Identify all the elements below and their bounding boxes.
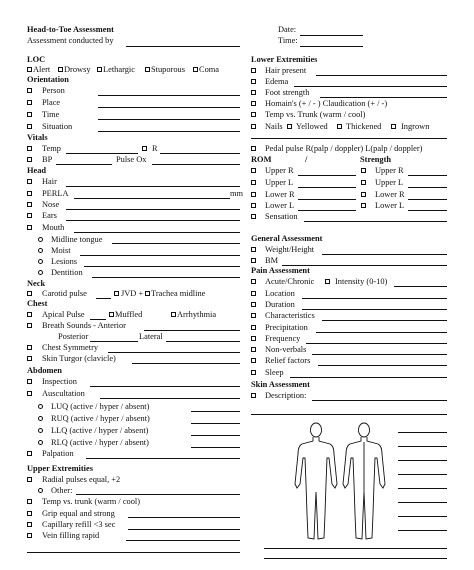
- label-upper-temp: Temp vs. trunk (warm / cool): [42, 497, 141, 506]
- rom-lower-r-line[interactable]: [298, 199, 356, 200]
- label-duration: Duration: [265, 300, 295, 309]
- checkbox-ingrown[interactable]: [391, 124, 396, 129]
- upper-heading: Upper Extremities: [27, 464, 93, 473]
- checkbox-stuporous[interactable]: [145, 67, 150, 72]
- rom-slash: /: [305, 155, 308, 164]
- duration-line[interactable]: [302, 309, 447, 310]
- vitals-heading: Vitals: [27, 133, 48, 142]
- label-time: Time: [42, 110, 60, 119]
- conducted-by-line[interactable]: [126, 46, 240, 47]
- checkbox-place[interactable]: [27, 100, 32, 105]
- time-label: Time:: [278, 36, 298, 45]
- label-situation: Situation: [42, 122, 73, 131]
- weight-line[interactable]: [322, 254, 447, 255]
- label-frequency: Frequency: [265, 334, 301, 343]
- checkbox-situation[interactable]: [27, 124, 32, 129]
- label-str-upper-l: Upper L: [375, 178, 404, 187]
- label-other: Other:: [51, 486, 73, 495]
- label-perla: PERLA: [42, 189, 69, 198]
- label-hair: Hair: [42, 177, 57, 186]
- rlq-line[interactable]: [191, 447, 240, 448]
- description-line-1[interactable]: [312, 400, 447, 401]
- checkbox-str-lower-l[interactable]: [361, 203, 366, 208]
- checkbox-edema[interactable]: [251, 79, 256, 84]
- checkbox-thickened[interactable]: [337, 124, 342, 129]
- conducted-by-label: Assessment conducted by: [27, 36, 114, 45]
- posterior-line[interactable]: [90, 341, 138, 342]
- label-person: Person: [42, 86, 65, 95]
- checkbox-precipitation[interactable]: [251, 325, 256, 330]
- checkbox-nose[interactable]: [27, 202, 32, 207]
- circle-rlq[interactable]: [38, 440, 43, 445]
- str-upper-l-line[interactable]: [408, 187, 447, 188]
- label-stuporous: Stuporous: [151, 65, 185, 74]
- circle-luq[interactable]: [38, 404, 43, 409]
- label-str-upper-r: Upper R: [375, 166, 404, 175]
- place-line[interactable]: [98, 107, 240, 108]
- label-lower-temp: Temp vs. Trunk (warm / cool): [265, 110, 366, 119]
- nose-line[interactable]: [66, 209, 240, 210]
- checkbox-foot-strength[interactable]: [251, 90, 256, 95]
- checkbox-jvd[interactable]: [114, 291, 119, 296]
- body-side-line-8[interactable]: [398, 530, 447, 531]
- label-arrhythmia: Arrhythmia: [177, 310, 217, 319]
- label-edema: Edema: [265, 77, 289, 86]
- checkbox-rom-lower-l[interactable]: [251, 203, 256, 208]
- checkbox-lethargic[interactable]: [97, 67, 102, 72]
- checkbox-yellowed[interactable]: [287, 124, 292, 129]
- body-side-line-6[interactable]: [398, 502, 447, 503]
- nonverbals-line[interactable]: [312, 354, 447, 355]
- body-side-line-4[interactable]: [398, 474, 447, 475]
- label-drowsy: Drowsy: [64, 65, 91, 74]
- checkbox-description[interactable]: [251, 393, 256, 398]
- foot-strength-line[interactable]: [320, 97, 447, 98]
- label-thickened: Thickened: [346, 122, 382, 131]
- body-side-line-7[interactable]: [398, 516, 447, 517]
- label-r: R: [152, 144, 158, 153]
- label-muffled: Muffled: [115, 310, 143, 319]
- chest-heading: Chest: [27, 299, 48, 308]
- body-side-line-5[interactable]: [398, 488, 447, 489]
- frequency-line[interactable]: [306, 343, 447, 344]
- relief-line[interactable]: [318, 365, 447, 366]
- circle-moist[interactable]: [38, 248, 43, 253]
- checkbox-acute[interactable]: [251, 279, 256, 284]
- precipitation-line[interactable]: [316, 332, 447, 333]
- label-pulse-ox: Pulse Ox: [116, 155, 147, 164]
- label-ingrown: Ingrown: [401, 122, 430, 131]
- checkbox-breath[interactable]: [27, 323, 32, 328]
- sleep-line[interactable]: [290, 377, 447, 378]
- location-line[interactable]: [302, 298, 447, 299]
- loc-heading: LOC: [27, 55, 46, 64]
- label-description: Description:: [265, 391, 307, 400]
- label-posterior: Posterior: [58, 332, 89, 341]
- temp-line[interactable]: [66, 153, 138, 154]
- general-heading: General Assessment: [251, 234, 323, 243]
- label-lateral: Lateral: [139, 332, 163, 341]
- orientation-heading: Orientation: [27, 75, 69, 84]
- vein-line[interactable]: [126, 540, 240, 541]
- dentition-line[interactable]: [92, 277, 240, 278]
- date-label: Date:: [278, 25, 297, 34]
- label-foot-strength: Foot strength: [265, 88, 310, 97]
- abdomen-heading: Abdomen: [27, 366, 62, 375]
- rom-heading: ROM: [251, 155, 272, 164]
- checkbox-perla[interactable]: [27, 191, 32, 196]
- carotid-line[interactable]: [96, 298, 111, 299]
- hair-present-line[interactable]: [316, 75, 447, 76]
- lower-extra-line[interactable]: [251, 138, 447, 139]
- checkbox-str-upper-l[interactable]: [361, 180, 366, 185]
- rom-upper-l-line[interactable]: [298, 187, 356, 188]
- checkbox-alert[interactable]: [27, 67, 32, 72]
- lesions-line[interactable]: [84, 266, 240, 267]
- label-dentition: Dentition: [51, 268, 83, 277]
- label-turgor: Skin Turgor (clavicle): [42, 354, 116, 363]
- checkbox-carotid[interactable]: [27, 291, 32, 296]
- checkbox-cap[interactable]: [27, 522, 32, 527]
- label-inspection: Inspection: [42, 377, 77, 386]
- lower-heading: Lower Extremities: [251, 55, 318, 64]
- circle-other[interactable]: [38, 488, 43, 493]
- checkbox-characteristics[interactable]: [251, 313, 256, 318]
- checkbox-weight[interactable]: [251, 247, 256, 252]
- label-mm: mm: [230, 189, 244, 198]
- label-radial: Radial pulses equal, +2: [42, 475, 121, 484]
- label-nose: Nose: [42, 200, 60, 209]
- checkbox-ears[interactable]: [27, 213, 32, 218]
- label-rom-lower-r: Lower R: [265, 190, 295, 199]
- ruq-line[interactable]: [191, 423, 240, 424]
- label-acute: Acute/Chronic: [265, 277, 315, 286]
- label-grip: Grip equal and strong: [42, 509, 115, 518]
- label-cap: Capillary refill <3 sec: [42, 520, 116, 529]
- characteristics-line[interactable]: [322, 320, 447, 321]
- label-location: Location: [265, 289, 295, 298]
- rom-upper-r-line[interactable]: [298, 175, 356, 176]
- checkbox-coma[interactable]: [193, 67, 198, 72]
- checkbox-time[interactable]: [27, 112, 32, 117]
- label-rom-lower-l: Lower L: [265, 201, 295, 210]
- checkbox-mouth[interactable]: [27, 225, 32, 230]
- checkbox-apical[interactable]: [27, 312, 32, 317]
- time-orient-line[interactable]: [98, 119, 240, 120]
- upper-extra-line[interactable]: [27, 552, 240, 553]
- inspection-line[interactable]: [90, 386, 240, 387]
- skin-heading: Skin Assessment: [251, 380, 310, 389]
- checkbox-location[interactable]: [251, 291, 256, 296]
- checkbox-person[interactable]: [27, 88, 32, 93]
- auscultation-line[interactable]: [100, 398, 240, 399]
- label-temp: Temp: [42, 144, 61, 153]
- checkbox-inspection[interactable]: [27, 379, 32, 384]
- time-line[interactable]: [300, 46, 363, 47]
- bp-line[interactable]: [56, 164, 112, 165]
- label-symmetry: Chest Symmetry: [42, 343, 99, 352]
- body-side-line-3[interactable]: [398, 460, 447, 461]
- checkbox-muffled[interactable]: [109, 312, 114, 317]
- checkbox-nonverbals[interactable]: [251, 347, 256, 352]
- hair-line[interactable]: [66, 186, 240, 187]
- label-place: Place: [42, 98, 61, 107]
- label-lesions: Lesions: [51, 257, 78, 266]
- checkbox-relief[interactable]: [251, 358, 256, 363]
- label-rom-upper-l: Upper L: [265, 178, 294, 187]
- checkbox-hair-present[interactable]: [251, 68, 256, 73]
- label-mouth: Mouth: [42, 223, 65, 232]
- label-llq: LLQ (active / hyper / absent): [51, 426, 149, 435]
- checkbox-str-upper-r[interactable]: [361, 168, 366, 173]
- label-trachea: Trachea midline: [151, 289, 206, 298]
- circle-dentition[interactable]: [38, 270, 43, 275]
- checkbox-homans[interactable]: [251, 101, 256, 106]
- head-heading: Head: [27, 166, 47, 175]
- label-lethargic: Lethargic: [103, 65, 135, 74]
- checkbox-temp[interactable]: [27, 146, 32, 151]
- other-line[interactable]: [76, 494, 240, 495]
- cap-line[interactable]: [128, 529, 240, 530]
- label-hair-present: Hair present: [265, 66, 307, 75]
- checkbox-symmetry[interactable]: [27, 345, 32, 350]
- body-back-outline: [343, 423, 385, 539]
- symmetry-line[interactable]: [108, 352, 240, 353]
- checkbox-hair[interactable]: [27, 179, 32, 184]
- label-bm: BM: [265, 256, 279, 265]
- perla-line[interactable]: [74, 198, 230, 199]
- label-breath: Breath Sounds - Anterior: [42, 321, 126, 330]
- label-coma: Coma: [199, 65, 220, 74]
- checkbox-trachea[interactable]: [145, 291, 150, 296]
- label-relief: Relief factors: [265, 356, 311, 365]
- anterior-line[interactable]: [144, 330, 240, 331]
- label-sensation: Sensation: [265, 212, 298, 221]
- palpation-line[interactable]: [86, 458, 240, 459]
- str-lower-l-line[interactable]: [408, 210, 447, 211]
- body-outline-diagrams: [294, 422, 390, 544]
- checkbox-drowsy[interactable]: [58, 67, 63, 72]
- moist-line[interactable]: [80, 255, 240, 256]
- checkbox-rom-upper-l[interactable]: [251, 180, 256, 185]
- label-intensity: Intensity (0-10): [335, 277, 388, 286]
- label-sleep: Sleep: [265, 368, 284, 377]
- strength-heading: Strength: [360, 155, 392, 164]
- checkbox-duration[interactable]: [251, 302, 256, 307]
- rom-lower-l-line[interactable]: [298, 210, 356, 211]
- grip-line[interactable]: [128, 517, 240, 518]
- label-rom-upper-r: Upper R: [265, 166, 294, 175]
- label-nails: Nails: [265, 122, 283, 131]
- checkbox-frequency[interactable]: [251, 336, 256, 341]
- label-vein: Vein filling rapid: [42, 531, 100, 540]
- label-bp: BP: [42, 155, 53, 164]
- checkbox-pedal[interactable]: [251, 146, 256, 151]
- neck-heading: Neck: [27, 279, 46, 288]
- body-side-line-1[interactable]: [398, 432, 447, 433]
- checkbox-rom-lower-r[interactable]: [251, 192, 256, 197]
- circle-midline-tongue[interactable]: [38, 237, 43, 242]
- checkbox-bp[interactable]: [27, 157, 32, 162]
- label-carotid: Carotid pulse: [42, 289, 87, 298]
- label-str-lower-l: Lower L: [375, 201, 405, 210]
- luq-line[interactable]: [191, 411, 240, 412]
- checkbox-grip[interactable]: [27, 511, 32, 516]
- edema-line[interactable]: [294, 86, 447, 87]
- checkbox-sleep[interactable]: [251, 370, 256, 375]
- checkbox-auscultation[interactable]: [27, 391, 32, 396]
- circle-lesions[interactable]: [38, 259, 43, 264]
- form-title: Head-to-Toe Assessment: [27, 25, 114, 34]
- checkbox-palpation[interactable]: [27, 451, 32, 456]
- label-yellowed: Yellowed: [296, 122, 328, 131]
- label-auscultation: Auscultation: [42, 389, 85, 398]
- label-alert: Alert: [33, 65, 51, 74]
- label-precipitation: Precipitation: [265, 323, 308, 332]
- label-pedal: Pedal pulse R(palp / doppler) L(palp / doppler): [265, 144, 423, 153]
- midline-tongue-line[interactable]: [112, 243, 240, 244]
- situation-line[interactable]: [98, 131, 240, 132]
- checkbox-bm[interactable]: [251, 258, 256, 263]
- label-ears: Ears: [42, 211, 57, 220]
- checkbox-nails[interactable]: [251, 124, 256, 129]
- person-line[interactable]: [98, 95, 240, 96]
- checkbox-arrhythmia[interactable]: [171, 312, 176, 317]
- label-characteristics: Characteristics: [265, 311, 315, 320]
- bottom-line-2[interactable]: [264, 558, 447, 559]
- bottom-line-1[interactable]: [264, 548, 447, 549]
- apical-line[interactable]: [90, 319, 106, 320]
- label-homans: Homain's (+ / - ) Claudication (+ / -): [265, 99, 388, 108]
- label-jvd: JVD +: [121, 289, 144, 298]
- label-rlq: RLQ (active / hyper / absent): [51, 438, 149, 447]
- checkbox-radial[interactable]: [27, 477, 32, 482]
- checkbox-upper-temp[interactable]: [27, 499, 32, 504]
- lateral-line[interactable]: [166, 341, 240, 342]
- checkbox-sensation[interactable]: [251, 214, 256, 219]
- checkbox-rom-upper-r[interactable]: [251, 168, 256, 173]
- pulse-ox-line[interactable]: [152, 164, 240, 165]
- sensation-line[interactable]: [304, 221, 447, 222]
- body-side-line-2[interactable]: [398, 446, 447, 447]
- str-lower-r-line[interactable]: [408, 199, 447, 200]
- label-midline-tongue: Midline tongue: [51, 235, 103, 244]
- mouth-line[interactable]: [74, 232, 240, 233]
- checkbox-lower-temp[interactable]: [251, 112, 256, 117]
- llq-line[interactable]: [191, 435, 240, 436]
- checkbox-vein[interactable]: [27, 533, 32, 538]
- checkbox-intensity[interactable]: [325, 279, 330, 284]
- ears-line[interactable]: [66, 220, 240, 221]
- date-line[interactable]: [300, 35, 363, 36]
- turgor-line[interactable]: [132, 363, 240, 364]
- str-upper-r-line[interactable]: [408, 175, 447, 176]
- label-nonverbals: Non-verbals: [265, 345, 307, 354]
- circle-ruq[interactable]: [38, 416, 43, 421]
- circle-llq[interactable]: [38, 428, 43, 433]
- intensity-line[interactable]: [394, 286, 447, 287]
- label-str-lower-r: Lower R: [375, 190, 405, 199]
- body-front-outline: [295, 423, 337, 539]
- r-line[interactable]: [160, 153, 240, 154]
- checkbox-turgor[interactable]: [27, 356, 32, 361]
- label-moist: Moist: [51, 246, 71, 255]
- label-ruq: RUQ (active / hyper / absent): [51, 414, 150, 423]
- checkbox-str-lower-r[interactable]: [361, 192, 366, 197]
- label-weight: Weight/Height: [265, 245, 315, 254]
- label-palpation: Palpation: [42, 449, 74, 458]
- checkbox-r[interactable]: [142, 146, 147, 151]
- description-line-2[interactable]: [251, 414, 447, 415]
- label-luq: LUQ (active / hyper / absent): [51, 402, 150, 411]
- pain-heading: Pain Assessment: [251, 266, 310, 275]
- label-apical: Apical Pulse: [42, 310, 85, 319]
